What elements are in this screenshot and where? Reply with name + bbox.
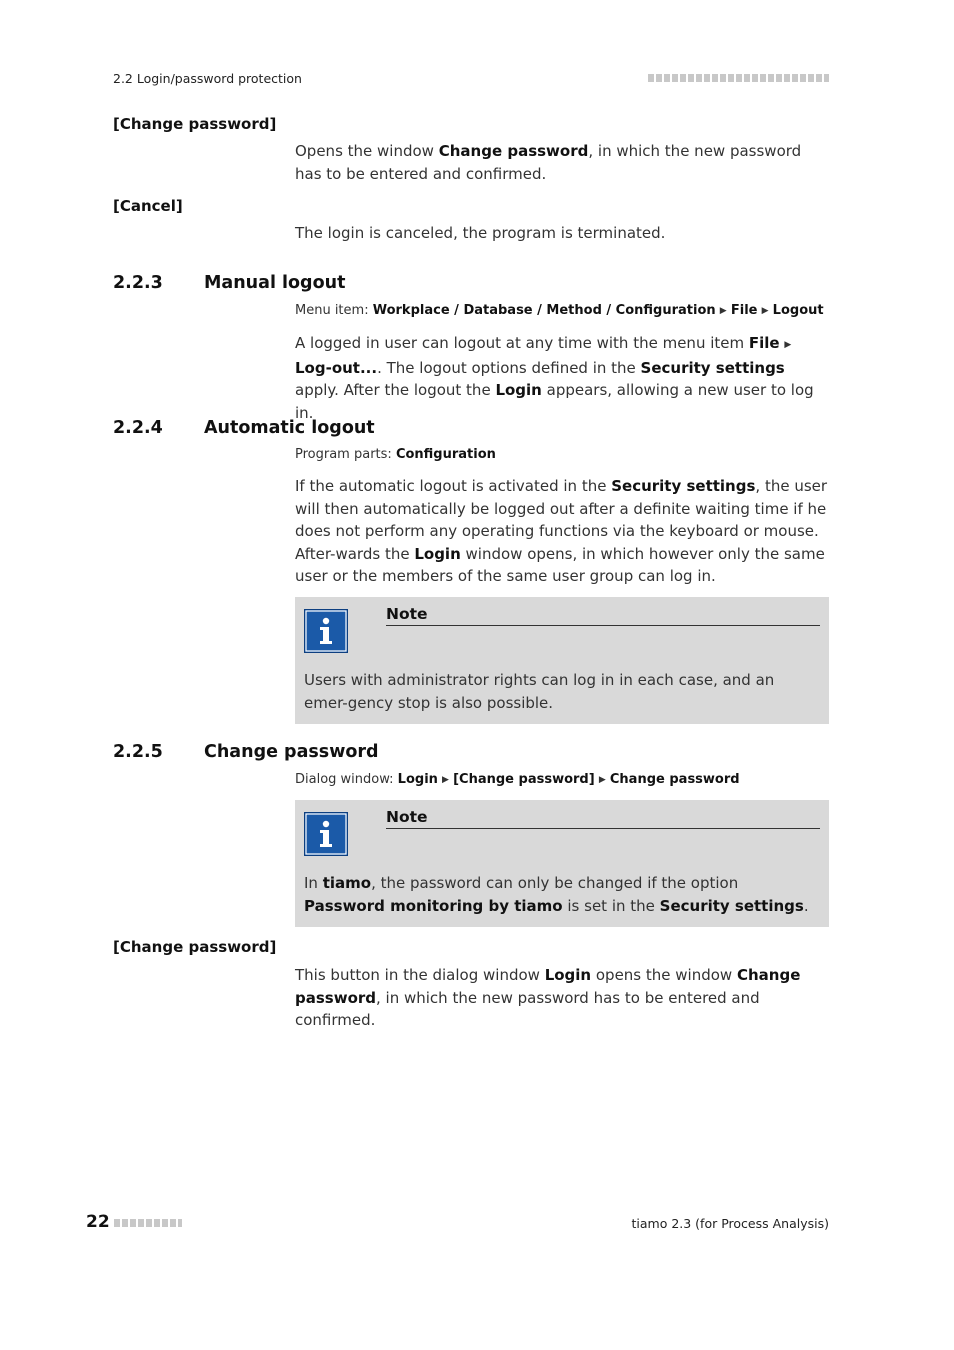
- change-password-button-description: This button in the dialog window Login opens the window Change password, in which the new password has to be entered and confirmed.: [295, 966, 801, 1029]
- term-cancel: [Cancel]: [113, 197, 183, 215]
- triangle-right-icon: ▶: [442, 775, 449, 785]
- running-header: 2.2 Login/password protection: [113, 71, 302, 86]
- note-text: Users with administrator rights can log in in each case, and an emer-gency stop is also possible.: [304, 671, 775, 712]
- footer-decoration: [114, 1219, 182, 1227]
- info-icon: [304, 812, 348, 856]
- term-change-password-2: [Change password]: [113, 938, 277, 956]
- manual-logout-text: A logged in user can logout at any time with the menu item File ▶ Log-out.... The logout options defined in the Security settings apply. After the logout the Login appears, allowing a new user to log in.: [295, 334, 814, 422]
- change-password-description: Opens the window Change password, in which the new password has to be entered and confirmed.: [295, 142, 802, 183]
- note-box-tiamo: [295, 800, 829, 927]
- triangle-right-icon: ▶: [761, 306, 769, 316]
- automatic-logout-program-parts: Program parts: Configuration: [295, 447, 496, 462]
- header-decoration: [648, 74, 829, 82]
- note-title: Note: [386, 605, 820, 626]
- info-icon: [304, 609, 348, 653]
- triangle-right-icon: ▶: [598, 775, 606, 785]
- footer-product: tiamo 2.3 (for Process Analysis): [631, 1216, 829, 1231]
- heading-manual-logout: 2.2.3 Manual logout: [113, 273, 346, 293]
- manual-logout-menu-path: Menu item: Workplace / Database / Method / Configuration ▶ File ▶ Logout: [295, 303, 824, 318]
- automatic-logout-text: If the automatic logout is activated in the Security settings, the user will then automatically be logged out after a definite waiting time if he does not perform any operating functions via the keyboard or mouse. After-wards the Login window opens, in which however only the same user or the members of the same user group can log in.: [295, 477, 828, 585]
- heading-change-password: 2.2.5 Change password: [113, 742, 379, 762]
- triangle-right-icon: ▶: [784, 340, 792, 350]
- page-number: 22: [86, 1212, 110, 1232]
- cancel-description: The login is canceled, the program is terminated.: [295, 224, 666, 242]
- note-text: In tiamo, the password can only be changed if the option Password monitoring by tiamo is set in the Security settings.: [304, 874, 809, 915]
- note-title: Note: [386, 808, 820, 829]
- note-box-admin: [295, 597, 829, 724]
- term-change-password: [Change password]: [113, 115, 277, 133]
- triangle-right-icon: ▶: [719, 306, 727, 316]
- heading-automatic-logout: 2.2.4 Automatic logout: [113, 418, 375, 438]
- change-password-dialog-path: Dialog window: Login ▶ [Change password] ▶ Change password: [295, 772, 740, 787]
